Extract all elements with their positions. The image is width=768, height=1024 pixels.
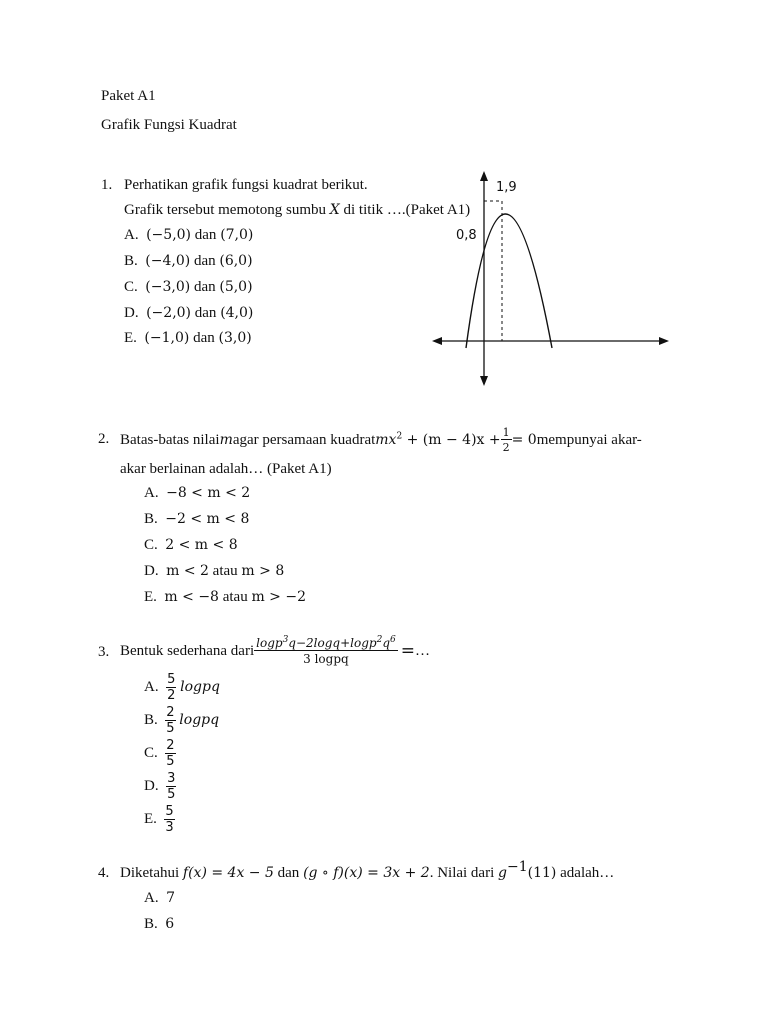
option-e: E. m < −8 atau m > −2 — [144, 589, 306, 605]
option-a: A. −8 < m < 2 — [144, 485, 251, 501]
log-expression-fraction: $\frac{\log p^3q-2\log q+\log p^2q^6}{\text{3 logpq}}$ — [256, 635, 396, 666]
one-half-fraction: $\frac{1}{2}$ — [502, 426, 510, 454]
x-axis-right-arrow — [659, 337, 669, 345]
vertex-label: 1,9 — [496, 180, 517, 195]
parabola-graph — [420, 170, 680, 392]
question-number: 2. — [98, 431, 110, 447]
option-c: C. (−3,0) dan (5,0) — [124, 279, 253, 295]
topic-title: Grafik Fungsi Kuadrat — [101, 117, 237, 133]
question-text-line2: akar berlainan adalah… (Paket A1) — [120, 461, 332, 477]
question-text: Bentuk sederhana dari $\frac{\log p^3q-2\log q+\log p^2q^6}{\text{3 logpq}}$ = … — [120, 635, 430, 666]
option-b: B. (−4,0) dan (6,0) — [124, 253, 253, 269]
x-axis-left-arrow — [432, 337, 442, 345]
option-e: E. $\frac{5}{3}$ — [144, 803, 174, 835]
option-b: B. −2 < m < 8 — [144, 511, 250, 527]
question-text: Batas-batas nilai m agar persamaan kuadrat $mx^2 + (m - 4)x$ + $\frac{1}{2}$ = 0 mempunyai akar- — [120, 426, 642, 454]
question-number: 3. — [98, 644, 110, 660]
intercept-label: 0,8 — [456, 228, 477, 243]
option-e: E. (−1,0) dan (3,0) — [124, 330, 252, 346]
question-number: 1. — [101, 177, 113, 193]
option-a: A. $\frac{5}{2}$ logpq — [144, 671, 220, 703]
parabola-curve — [466, 214, 552, 348]
package-label: Paket A1 — [101, 88, 156, 104]
option-b: B. 6 — [144, 916, 175, 932]
option-a: A. 7 — [144, 890, 176, 906]
question-text: Perhatikan grafik fungsi kuadrat berikut. — [124, 177, 368, 193]
question-number: 4. — [98, 865, 110, 881]
option-c: C. $\frac{2}{5}$ — [144, 737, 175, 769]
question-text: Diketahui f(x) = 4x − 5 dan (g ∘ f)(x) = 3x + 2. Nilai dari $g^{-1}(11)$ adalah… — [120, 859, 615, 881]
option-d: D. (−2,0) dan (4,0) — [124, 305, 254, 321]
option-d: D. $\frac{3}{5}$ — [144, 770, 176, 802]
y-axis-bottom-arrow — [480, 376, 488, 386]
y-axis-top-arrow — [480, 171, 488, 181]
option-d: D. m < 2 atau m > 8 — [144, 563, 285, 579]
option-c: C. 2 < m < 8 — [144, 537, 238, 553]
option-a: A. (−5,0) dan (7,0) — [124, 227, 254, 243]
option-b: B. $\frac{2}{5}$ logpq — [144, 704, 220, 736]
question-text-line2: Grafik tersebut memotong sumbu X di titik ….(Paket A1) — [124, 202, 471, 218]
